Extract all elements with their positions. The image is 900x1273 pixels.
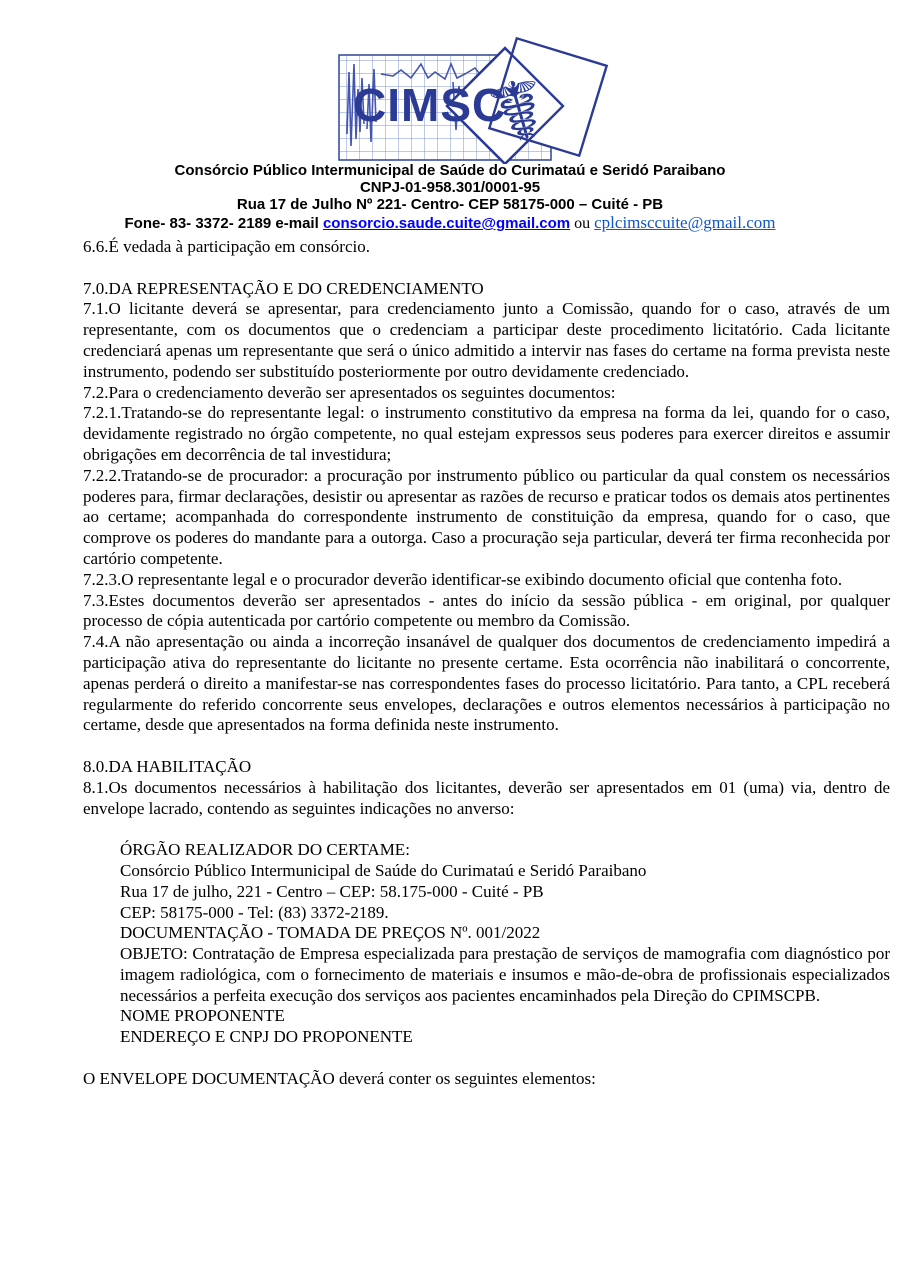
clause-7-3: 7.3.Estes documentos deverão ser apresentados - antes do início da sessão pública - em original, por qualquer processo de cópia autenticada por cartório competente ou membro da Comissão. [83, 590, 890, 631]
envelope-address: Rua 17 de julho, 221 - Centro – CEP: 58.175-000 - Cuité - PB [120, 881, 544, 901]
caduceus-icon: ☤ [480, 58, 560, 164]
envelope-nome-proponente: NOME PROPONENTE [120, 1006, 285, 1026]
section-8-title: 8.0.DA HABILITAÇÃO [83, 756, 252, 776]
phone-email-prefix: Fone- 83- 3372- 2189 e-mail [124, 215, 323, 232]
address-line: Rua 17 de Julho Nº 221- Centro- CEP 58175-000 – Cuité - PB [236, 196, 664, 213]
blank-line [83, 736, 890, 757]
envelope-cep-tel: CEP: 58175-000 - Tel: (83) 3372-2189. [120, 902, 389, 922]
closing-line: O ENVELOPE DOCUMENTAÇÃO deverá conter os seguintes elementos: [83, 1068, 596, 1088]
logo-text: CIMSC [353, 79, 507, 131]
clause-7-1: 7.1.O licitante deverá se apresentar, para credenciamento junto a Comissão, quando for o caso, através de um representante, com os documentos que o credenciam a participar deste procedimento licitatório. Cada licitante credenciará apenas um representante que será o único admitido a intervir nas fases do certame na forma prevista neste instrumento, podendo ser substituído posteriormente por outro devidamente credenciado. [83, 299, 890, 381]
clause-7-2-1: 7.2.1.Tratando-se do representante legal: o instrumento constitutivo da empresa na forma da lei, quando for o caso, devidamente registrado no órgão competente, no qual estejam expressos seus poderes para exercer direitos e assumir obrigações em decorrência de tal investidura; [83, 403, 890, 464]
envelope-endereco-cnpj: ENDEREÇO E CNPJ DO PROPONENTE [120, 1027, 413, 1047]
clause-7-2-2: 7.2.2.Tratando-se de procurador: a procuração por instrumento público ou particular da qual constem os necessários poderes para, firmar declarações, desistir ou apresentar as razões de recurso e praticar todos os demais atos pertinentes ao certame; acompanhada do correspondente instrumento de constituição da empresa, quando for o caso, que comprove os poderes do mandante para a outorga. Caso a procuração seja particular, deverá ter firma reconhecida por cartório competente. [83, 465, 890, 568]
envelope-doc-title: DOCUMENTAÇÃO - TOMADA DE PREÇOS Nº. 001/2022 [120, 923, 541, 943]
email-link-primary[interactable]: consorcio.saude.cuite@gmail.com [322, 215, 571, 232]
cnpj-line: CNPJ-01-958.301/0001-95 [359, 179, 541, 196]
letterhead [45, 162, 855, 233]
org-name-line: Consórcio Público Intermunicipal de Saúde do Curimataú e Seridó Paraibano [174, 162, 726, 179]
envelope-objeto: OBJETO: Contratação de Empresa especializada para prestação de serviços de mamografia com diagnóstico por imagem radiológica, com o fornecimento de materiais e insumos e mão-de-obra de profissionais especializados necessários a perfeita execução dos serviços aos pacientes encaminhados pela Direção do CPIMSCPB. [120, 944, 890, 1005]
cimsc-logo [333, 34, 623, 164]
email-separator: ou [570, 215, 595, 232]
document-body [83, 237, 890, 1090]
email-link-secondary[interactable]: cplcimsccuite@gmail.com [594, 213, 776, 232]
clause-7-2: 7.2.Para o credenciamento deverão ser apresentados os seguintes documentos: [83, 382, 616, 402]
clause-7-4: 7.4.A não apresentação ou ainda a incorreção insanável de qualquer dos documentos de credenciamento impedirá a participação ativa do representante do licitante no presente certame. Esta ocorrência não inabilitará o concorrente, apenas perderá o direito a manifestar-se nas correspondentes fases do processo licitatório. Para tanto, a CPL receberá regularmente do referido concorrente seus envelopes, declarações e outros elementos necessários à participação no certame, desde que apresentados na forma definida neste instrumento. [83, 632, 890, 735]
clause-7-2-3: 7.2.3.O representante legal e o procurador deverão identificar-se exibindo documento oficial que contenha foto. [83, 569, 843, 589]
blank-line [83, 819, 890, 840]
contact-line [45, 213, 855, 233]
cimsc-logo-graphic [333, 34, 623, 164]
envelope-org-name: Consórcio Público Intermunicipal de Saúde do Curimataú e Seridó Paraibano [120, 860, 647, 880]
section-7-title: 7.0.DA REPRESENTAÇÃO E DO CREDENCIAMENTO [83, 278, 484, 298]
blank-line [83, 258, 890, 279]
clause-6-6: 6.6.É vedada à participação em consórcio. [83, 237, 370, 256]
envelope-label-block [120, 840, 890, 1048]
clause-8-1: 8.1.Os documentos necessários à habilitação dos licitantes, deverão ser apresentados em 01 (uma) via, dentro de envelope lacrado, contendo as seguintes indicações no anverso: [83, 777, 890, 818]
blank-line [83, 1048, 890, 1069]
envelope-organ-header: ÓRGÃO REALIZADOR DO CERTAME: [120, 840, 410, 860]
